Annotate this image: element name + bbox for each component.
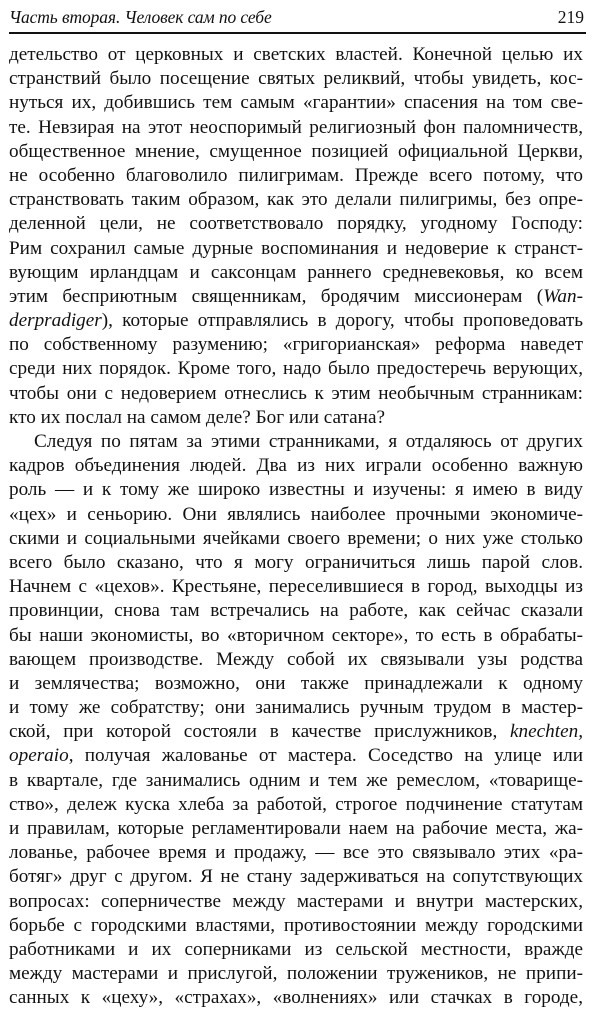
- text-line: всего было сказано, что я могу ограничиться лишь парой слов.: [9, 551, 583, 573]
- text-line: странствовать таким образом, как это делали пилигримы, без опре-: [9, 189, 583, 211]
- text-line: те. Невзирая на этот неоспоримый религиозный фон паломничеств,: [9, 116, 583, 138]
- text-line: «цех» и сеньорию. Они являлись наиболее прочными экономиче-: [9, 503, 583, 525]
- text-line: лованье, рабочее время и продажу, — все это связывало этих «ра-: [9, 842, 583, 864]
- text-line: ской, при которой состояли в качестве прислужников, knechten,: [9, 721, 583, 743]
- text-line: скими и социальными ячейками своего времени; о них уже столько: [9, 527, 583, 549]
- text-line: Начнем с «цехов». Крестьяне, переселившиеся в город, выходцы из: [9, 576, 583, 598]
- text-line: Рим сохранил самые дурные воспоминания и недоверие к странст-: [9, 237, 583, 259]
- text-line: и землячества; возможно, они также принадлежали к одному: [9, 672, 583, 694]
- running-head: [9, 6, 586, 34]
- text-line: роль — и к тому же широко известны и изучены: я имею в виду: [9, 479, 583, 501]
- text-line: санных к «цеху», «страхах», «волнениях» или стачках в городе,: [9, 987, 583, 1009]
- italic-term: knechten,: [510, 721, 583, 743]
- text-line: общественное мнение, смущенное позицией официальной Церкви,: [9, 140, 583, 162]
- text-line: derpradiger), которые отправлялись в дорогу, чтобы проповедовать: [9, 310, 583, 332]
- running-title: Часть вторая. Человек сам по себе: [9, 7, 272, 27]
- page-number: 219: [557, 7, 584, 27]
- text-line: между мастерами и прислугой, положении тружеников, не припи-: [9, 963, 583, 985]
- text-line: кадров объединения людей. Два из них играли особенно важную: [9, 455, 583, 477]
- text-line: странствий было посещение святых реликвий, чтобы увидеть, кос-: [9, 68, 583, 90]
- text-line: деленной цели, не соответствовало порядку, угодному Господу:: [9, 213, 583, 235]
- text-line: борьбе с городскими властями, противостоянии между городскими: [9, 914, 583, 936]
- text-line: Следуя по пятам за этими странниками, я отдаляюсь от других: [34, 431, 583, 452]
- text-line: вующим ирландцам и саксонцам раннего средневековья, ко всем: [9, 261, 583, 283]
- italic-term: Wan-: [543, 285, 583, 307]
- text-line: работниками и их соперниками из сельской местности, вражде: [9, 938, 583, 960]
- text-line: вопросах: соперничестве между мастерами и внутри мастерских,: [9, 890, 583, 912]
- text-line: по собственному разумению; «григорианская» реформа наведет: [9, 334, 583, 356]
- text-line: и тому же собратству; они занимались ручным трудом в мастер-: [9, 697, 583, 719]
- text-line: среди них порядок. Кроме того, надо было предостеречь верующих,: [9, 358, 583, 380]
- text-line: не особенно благоволило пилигримам. Прежде всего потому, что: [9, 164, 583, 186]
- paragraph-2: [9, 430, 583, 1011]
- text-line: ство», дележ куска хлеба за работой, строгое подчинение статутам: [9, 793, 583, 815]
- text-line: в квартале, где занимались одним и тем же ремеслом, «товарище-: [9, 769, 583, 791]
- body-text: [9, 43, 583, 1011]
- text-line: нуться их, добившись тем самым «гарантии» спасения на том све-: [9, 92, 583, 114]
- text-line: ботяг» друг с другом. Я не стану задерживаться на сопутствующих: [9, 866, 583, 888]
- text-line: бы наши экономисты, во «вторичном секторе», то есть в обрабаты-: [9, 624, 583, 646]
- text-line: вающем производстве. Между собой их связывали узы родства: [9, 648, 583, 670]
- italic-term: derpradiger: [9, 310, 102, 332]
- text-line: детельство от церковных и светских властей. Конечной целью их: [9, 44, 583, 65]
- italic-term: operaio: [9, 745, 69, 767]
- text-line: кто их послал на самом деле? Бог или сатана?: [9, 406, 385, 428]
- text-line: провинции, снова там встречались на работе, как сейчас сказали: [9, 600, 583, 622]
- text-line: и правилам, которые регламентировали наем на рабочие места, жа-: [9, 818, 583, 839]
- text-line: operaio, получая жалованье от мастера. Соседство на улице или: [9, 745, 583, 767]
- text-line: чтобы они с недоверием отнеслись к этим необычным странникам:: [9, 382, 583, 404]
- text-line: этим бесприютным священникам, бродячим миссионерам (Wan-: [9, 285, 583, 307]
- paragraph-1: [9, 43, 583, 430]
